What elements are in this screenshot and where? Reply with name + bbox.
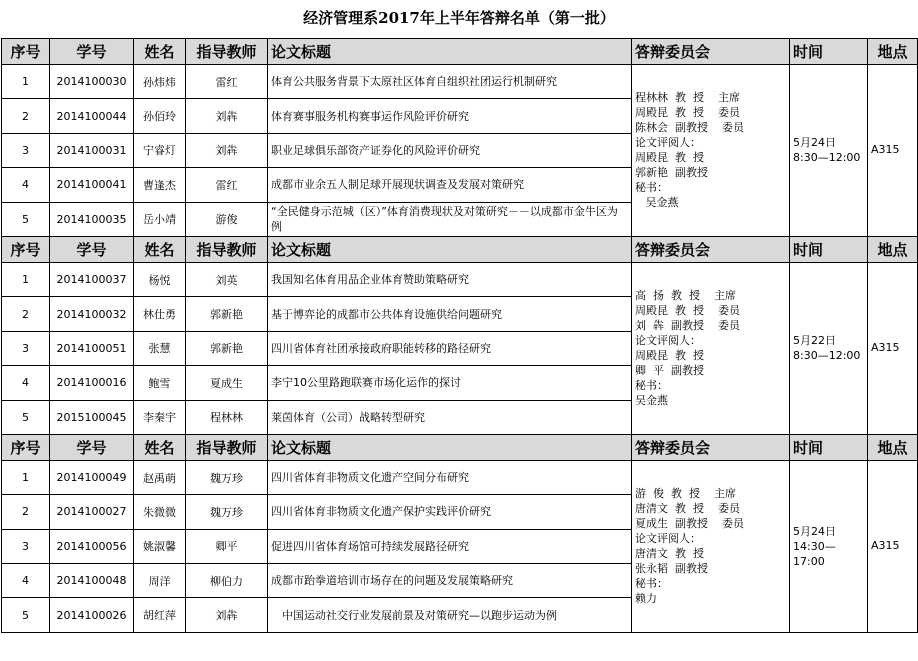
time-line: 8:30—12:00 <box>793 151 861 165</box>
table-row <box>2 262 918 296</box>
header-seq: 序号 <box>2 236 50 262</box>
header-name: 姓名 <box>134 39 186 65</box>
header-advisor: 指导教师 <box>186 434 268 460</box>
committee-line: 秘书： <box>635 577 668 591</box>
student-name-cell: 杨悦 <box>134 262 186 296</box>
student-id-cell: 2014100048 <box>50 564 134 598</box>
student-name-cell: 胡红萍 <box>134 598 186 632</box>
student-id-cell: 2014100026 <box>50 598 134 632</box>
thesis-title-cell: 基于博弈论的成都市公共体育设施供给问题研究 <box>268 297 632 331</box>
thesis-title-cell: 成都市业余五人制足球开展现状调查及发展对策研究 <box>268 168 632 202</box>
header-seq: 序号 <box>2 39 50 65</box>
advisor-cell: 郭新艳 <box>186 297 268 331</box>
header-row <box>2 236 918 262</box>
thesis-title-cell: 中国运动社交行业发展前景及对策研究—以跑步运动为例 <box>268 598 632 632</box>
seq-cell: 3 <box>2 133 50 167</box>
committee-line: 高 扬 教 授 主席 <box>635 289 736 303</box>
advisor-cell: 刘英 <box>186 262 268 296</box>
student-id-cell: 2014100041 <box>50 168 134 202</box>
advisor-cell: 游俊 <box>186 202 268 236</box>
advisor-cell: 夏成生 <box>186 366 268 400</box>
committee-line: 郭新艳 副教授 <box>635 166 708 180</box>
header-place: 地点 <box>868 434 918 460</box>
table-body <box>2 39 918 633</box>
student-name-cell: 林仕勇 <box>134 297 186 331</box>
advisor-cell: 柳伯力 <box>186 564 268 598</box>
header-name: 姓名 <box>134 236 186 262</box>
student-id-cell: 2014100051 <box>50 331 134 365</box>
committee-line: 吴金燕 <box>635 196 679 210</box>
advisor-cell: 雷红 <box>186 65 268 99</box>
student-name-cell: 李秦宇 <box>134 400 186 434</box>
seq-cell: 5 <box>2 400 50 434</box>
seq-cell: 2 <box>2 297 50 331</box>
committee-line: 秘书： <box>635 181 668 195</box>
committee-line: 秘书： <box>635 379 668 393</box>
committee-line: 程林林 教 授 主席 <box>635 91 740 105</box>
committee-line: 唐清文 教 授 委员 <box>635 502 740 516</box>
student-id-cell: 2014100030 <box>50 65 134 99</box>
seq-cell: 2 <box>2 99 50 133</box>
student-name-cell: 张慧 <box>134 331 186 365</box>
header-advisor: 指导教师 <box>186 236 268 262</box>
header-advisor: 指导教师 <box>186 39 268 65</box>
committee-cell <box>632 262 790 434</box>
advisor-cell: 魏万珍 <box>186 495 268 529</box>
committee-line: 周殿昆 教 授 <box>635 151 704 165</box>
time-line: 5月24日 <box>793 136 836 150</box>
seq-cell: 2 <box>2 495 50 529</box>
header-place: 地点 <box>868 39 918 65</box>
header-committee: 答辩委员会 <box>632 39 790 65</box>
header-seq: 序号 <box>2 434 50 460</box>
header-row <box>2 434 918 460</box>
header-time: 时间 <box>790 39 868 65</box>
committee-line: 周殿昆 教 授 委员 <box>635 304 740 318</box>
table-row <box>2 65 918 99</box>
seq-cell: 5 <box>2 202 50 236</box>
student-name-cell: 鲍雪 <box>134 366 186 400</box>
student-id-cell: 2014100049 <box>50 460 134 494</box>
thesis-title-cell: 我国知名体育用品企业体育赞助策略研究 <box>268 262 632 296</box>
student-name-cell: 宁睿灯 <box>134 133 186 167</box>
header-time: 时间 <box>790 434 868 460</box>
advisor-cell: 刘犇 <box>186 133 268 167</box>
committee-line: 游 俊 教 授 主席 <box>635 487 736 501</box>
student-name-cell: 岳小靖 <box>134 202 186 236</box>
header-student-id: 学号 <box>50 434 134 460</box>
time-cell <box>790 460 868 632</box>
thesis-title-cell: 四川省体育社团承接政府职能转移的路径研究 <box>268 331 632 365</box>
committee-line: 周殿昆 教 授 委员 <box>635 106 740 120</box>
table-row <box>2 460 918 494</box>
student-name-cell: 孙炜炜 <box>134 65 186 99</box>
seq-cell: 3 <box>2 331 50 365</box>
student-id-cell: 2014100016 <box>50 366 134 400</box>
committee-line: 周殿昆 教 授 <box>635 349 704 363</box>
place-cell: A315 <box>868 65 918 237</box>
header-student-id: 学号 <box>50 39 134 65</box>
header-committee: 答辩委员会 <box>632 236 790 262</box>
committee-line: 陈林会 副教授 委员 <box>635 121 744 135</box>
place-cell: A315 <box>868 460 918 632</box>
time-line: 5月22日 <box>793 334 836 348</box>
header-thesis-title: 论文标题 <box>268 39 632 65</box>
place-cell: A315 <box>868 262 918 434</box>
seq-cell: 1 <box>2 460 50 494</box>
advisor-cell: 魏万珍 <box>186 460 268 494</box>
committee-line: 论文评阅人： <box>635 334 701 348</box>
student-id-cell: 2014100035 <box>50 202 134 236</box>
seq-cell: 1 <box>2 262 50 296</box>
seq-cell: 4 <box>2 366 50 400</box>
student-id-cell: 2014100027 <box>50 495 134 529</box>
thesis-title-cell: 成都市跆拳道培训市场存在的问题及发展策略研究 <box>268 564 632 598</box>
student-id-cell: 2014100032 <box>50 297 134 331</box>
header-committee: 答辩委员会 <box>632 434 790 460</box>
thesis-title-cell: 体育赛事服务机构赛事运作风险评价研究 <box>268 99 632 133</box>
student-id-cell: 2014100031 <box>50 133 134 167</box>
time-line: 17:00 <box>793 554 825 568</box>
thesis-title-cell: 四川省体育非物质文化遗产空间分布研究 <box>268 460 632 494</box>
student-name-cell: 曹逢杰 <box>134 168 186 202</box>
header-place: 地点 <box>868 236 918 262</box>
page-title: 经济管理系2017年上半年答辩名单（第一批） <box>303 9 615 27</box>
header-name: 姓名 <box>134 434 186 460</box>
header-thesis-title: 论文标题 <box>268 236 632 262</box>
time-line: 14:30— <box>793 539 836 553</box>
advisor-cell: 雷红 <box>186 168 268 202</box>
committee-line: 卿 平 副教授 <box>635 364 704 378</box>
time-line: 8:30—12:00 <box>793 349 861 363</box>
student-name-cell: 朱微微 <box>134 495 186 529</box>
seq-cell: 4 <box>2 168 50 202</box>
committee-line: 张永韬 副教授 <box>635 562 708 576</box>
student-name-cell: 姚淑馨 <box>134 529 186 563</box>
student-name-cell: 周洋 <box>134 564 186 598</box>
thesis-title-cell: 体育公共服务背景下太原社区体育自组织社团运行机制研究 <box>268 65 632 99</box>
thesis-title-cell: 莱茵体育（公司）战略转型研究 <box>268 400 632 434</box>
committee-line: 论文评阅人： <box>635 136 701 150</box>
student-id-cell: 2014100037 <box>50 262 134 296</box>
advisor-cell: 郭新艳 <box>186 331 268 365</box>
advisor-cell: 卿平 <box>186 529 268 563</box>
committee-line: 吴金燕 <box>635 394 668 408</box>
student-id-cell: 2014100044 <box>50 99 134 133</box>
student-id-cell: 2014100056 <box>50 529 134 563</box>
header-time: 时间 <box>790 236 868 262</box>
time-cell <box>790 262 868 434</box>
committee-line: 夏成生 副教授 委员 <box>635 517 744 531</box>
thesis-title-cell: 李宁10公里路跑联赛市场化运作的探讨 <box>268 366 632 400</box>
thesis-title-cell: “全民健身示范城（区）”体育消费现状及对策研究－－以成都市金牛区为例 <box>268 202 632 236</box>
committee-line: 论文评阅人： <box>635 532 701 546</box>
committee-line: 赖力 <box>635 592 657 606</box>
time-cell <box>790 65 868 237</box>
header-student-id: 学号 <box>50 236 134 262</box>
advisor-cell: 程林林 <box>186 400 268 434</box>
thesis-title-cell: 职业足球俱乐部资产证券化的风险评价研究 <box>268 133 632 167</box>
student-id-cell: 2015100045 <box>50 400 134 434</box>
advisor-cell: 刘犇 <box>186 598 268 632</box>
seq-cell: 1 <box>2 65 50 99</box>
committee-cell <box>632 65 790 237</box>
committee-line: 唐清文 教 授 <box>635 547 704 561</box>
advisor-cell: 刘犇 <box>186 99 268 133</box>
defense-schedule-table <box>1 38 918 633</box>
committee-line: 刘 犇 副教授 委员 <box>635 319 740 333</box>
seq-cell: 5 <box>2 598 50 632</box>
committee-cell <box>632 460 790 632</box>
seq-cell: 4 <box>2 564 50 598</box>
student-name-cell: 赵禹萌 <box>134 460 186 494</box>
header-thesis-title: 论文标题 <box>268 434 632 460</box>
time-line: 5月24日 <box>793 524 836 538</box>
header-row <box>2 39 918 65</box>
thesis-title-cell: 促进四川省体育场馆可持续发展路径研究 <box>268 529 632 563</box>
seq-cell: 3 <box>2 529 50 563</box>
thesis-title-cell: 四川省体育非物质文化遗产保护实践评价研究 <box>268 495 632 529</box>
student-name-cell: 孙佰玲 <box>134 99 186 133</box>
